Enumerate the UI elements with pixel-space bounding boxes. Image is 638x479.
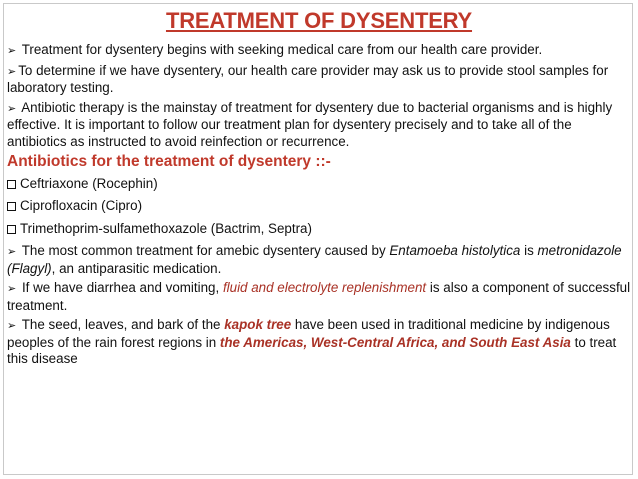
kapok-text-2: have been used in traditional medicine by indigenous peoples of the rain forest regions in [7,317,610,350]
fluids-text-1: If we have diarrhea and vomiting, [21,280,223,295]
paragraph-amebic [7,243,633,277]
antibiotics-heading: Antibiotics for the treatment of dysentery ::- [7,153,331,170]
drug-name: metronidazole (Flagyl) [7,243,622,276]
slide-content [7,42,633,371]
antibiotic-name: Trimethoprim-sulfamethoxazole (Bactrim, Septra) [20,220,312,236]
arrow-bullet-icon: ➢ [7,102,17,115]
paragraph-stool-samples [7,63,633,97]
antibiotic-name: Ceftriaxone (Rocephin) [20,175,158,191]
page-title: TREATMENT OF DYSENTERY [165,8,473,33]
kapok-regions: the Americas, West-Central Africa, and South East Asia [219,334,571,350]
list-item [7,198,633,215]
arrow-bullet-icon: ➢ [7,45,17,57]
arrow-bullet-icon: ➢ [7,283,17,295]
kapok-tree: kapok tree [224,317,292,332]
organism-name: Entamoeba histolytica [389,243,521,258]
arrow-bullet-icon: ➢ [7,320,17,332]
arrow-bullet-icon: ➢ [7,246,17,258]
paragraph-seek-care [7,42,633,60]
checkbox-icon [7,202,16,211]
amebic-text-1: The most common treatment for amebic dysentery caused by [21,243,390,258]
list-item [7,221,633,238]
kapok-text-1: The seed, leaves, and bark of the [21,317,225,332]
antibiotic-name: Ciprofloxacin (Cipro) [20,198,143,213]
checkbox-icon [7,180,16,189]
paragraph-antibiotic-therapy [7,100,633,151]
paragraph-kapok [7,317,633,368]
paragraph-text: Treatment for dysentery begins with seeking medical care from our health care provider. [21,42,543,57]
amebic-text-2: is [520,243,538,258]
list-item [7,176,633,193]
checkbox-icon [7,225,16,234]
paragraph-text: To determine if we have dysentery, our health care provider may ask us to provide stool samples for laboratory testing. [7,62,609,95]
amebic-text-3: , an antiparasitic medication. [51,260,222,276]
paragraph-text: Antibiotic therapy is the mainstay of treatment for dysentery due to bacterial organisms and is highly effective. It is important to follow our treatment plan for dysentery precisely and to take all of the antibiotics as instructed to avoid reinfection or recurrence. [7,99,613,149]
fluids-text-2: is also a component of successful treatment. [7,280,631,313]
arrow-bullet-icon: ➢ [7,65,17,78]
kapok-text-3: to treat this disease [7,334,617,366]
fluids-highlight: fluid and electrolyte replenishment [222,280,427,295]
paragraph-fluids [7,280,633,314]
